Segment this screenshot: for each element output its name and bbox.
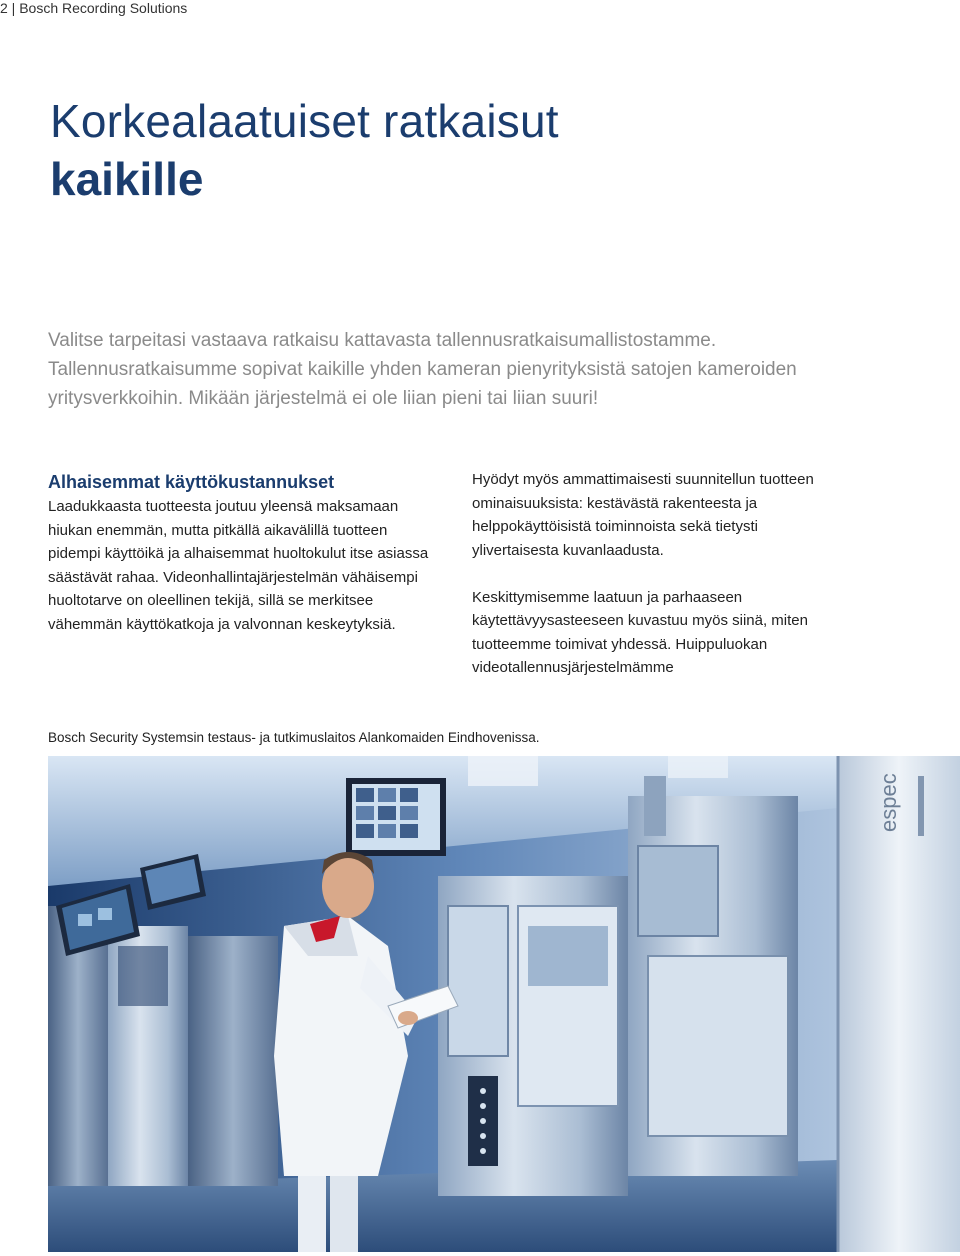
left-column — [48, 470, 438, 660]
section-heading: Alhaisemmat käyttökustannukset — [48, 472, 335, 492]
page-title — [50, 92, 559, 208]
lab-photo — [48, 756, 960, 1252]
title-line-1: Korkealaatuiset ratkaisut — [50, 95, 559, 147]
intro-line-1: Valitse tarpeitasi vastaava ratkaisu kattavasta tallennusratkaisumallistostamme. — [48, 330, 717, 351]
left-cabinet-3 — [188, 936, 278, 1186]
photo-caption: Bosch Security Systemsin testaus- ja tutkimuslaitos Alankomaiden Eindhovenissa. — [48, 730, 540, 745]
cabinet-brand-label: espec — [876, 773, 901, 832]
intro-line-3: yritysverkkoihin. Mikään järjestelmä ei ole liian pieni tai liian suuri! — [48, 388, 599, 409]
title-line-2: kaikille — [50, 153, 204, 205]
right-column-paragraph-2: Keskittymisemme laatuun ja parhaaseen käytettävyysasteeseen kuvastuu myös siinä, miten tuotteemme toimivat yhdessä. Huippuluokan videotallennusjärjestelmämme — [472, 588, 808, 676]
page-header: 2 | Bosch Recording Solutions — [0, 0, 188, 16]
left-column-body: Laadukkaasta tuotteesta joutuu yleensä maksamaan hiukan enemmän, mutta pitkällä aikavälillä tuotteen pidempi käyttöikä ja alhaisemmat huoltokulut itse asiassa säästävät rahaa. Videonhallintajärjestelmän vähäisempi huoltotarve on oleellinen tekijä, sillä se merkitsee vähemmän käyttökatkoja ja valvonnan keskeytyksiä. — [48, 498, 429, 633]
intro-paragraph — [48, 326, 848, 413]
intro-line-2: Tallennusratkaisumme sopivat kaikille yhden kameran pienyrityksistä satojen kameroiden — [48, 359, 797, 380]
right-column-paragraph-1: Hyödyt myös ammattimaisesti suunnitellun tuotteen ominaisuuksista: kestävästä rakenteesta ja helppokäyttöisistä toiminnoista sekä tietysti ylivertaisesta kuvanlaadusta. — [472, 471, 814, 559]
monitor-center — [346, 778, 446, 856]
right-column — [472, 468, 842, 703]
lab-photo-illustration — [48, 756, 960, 1252]
